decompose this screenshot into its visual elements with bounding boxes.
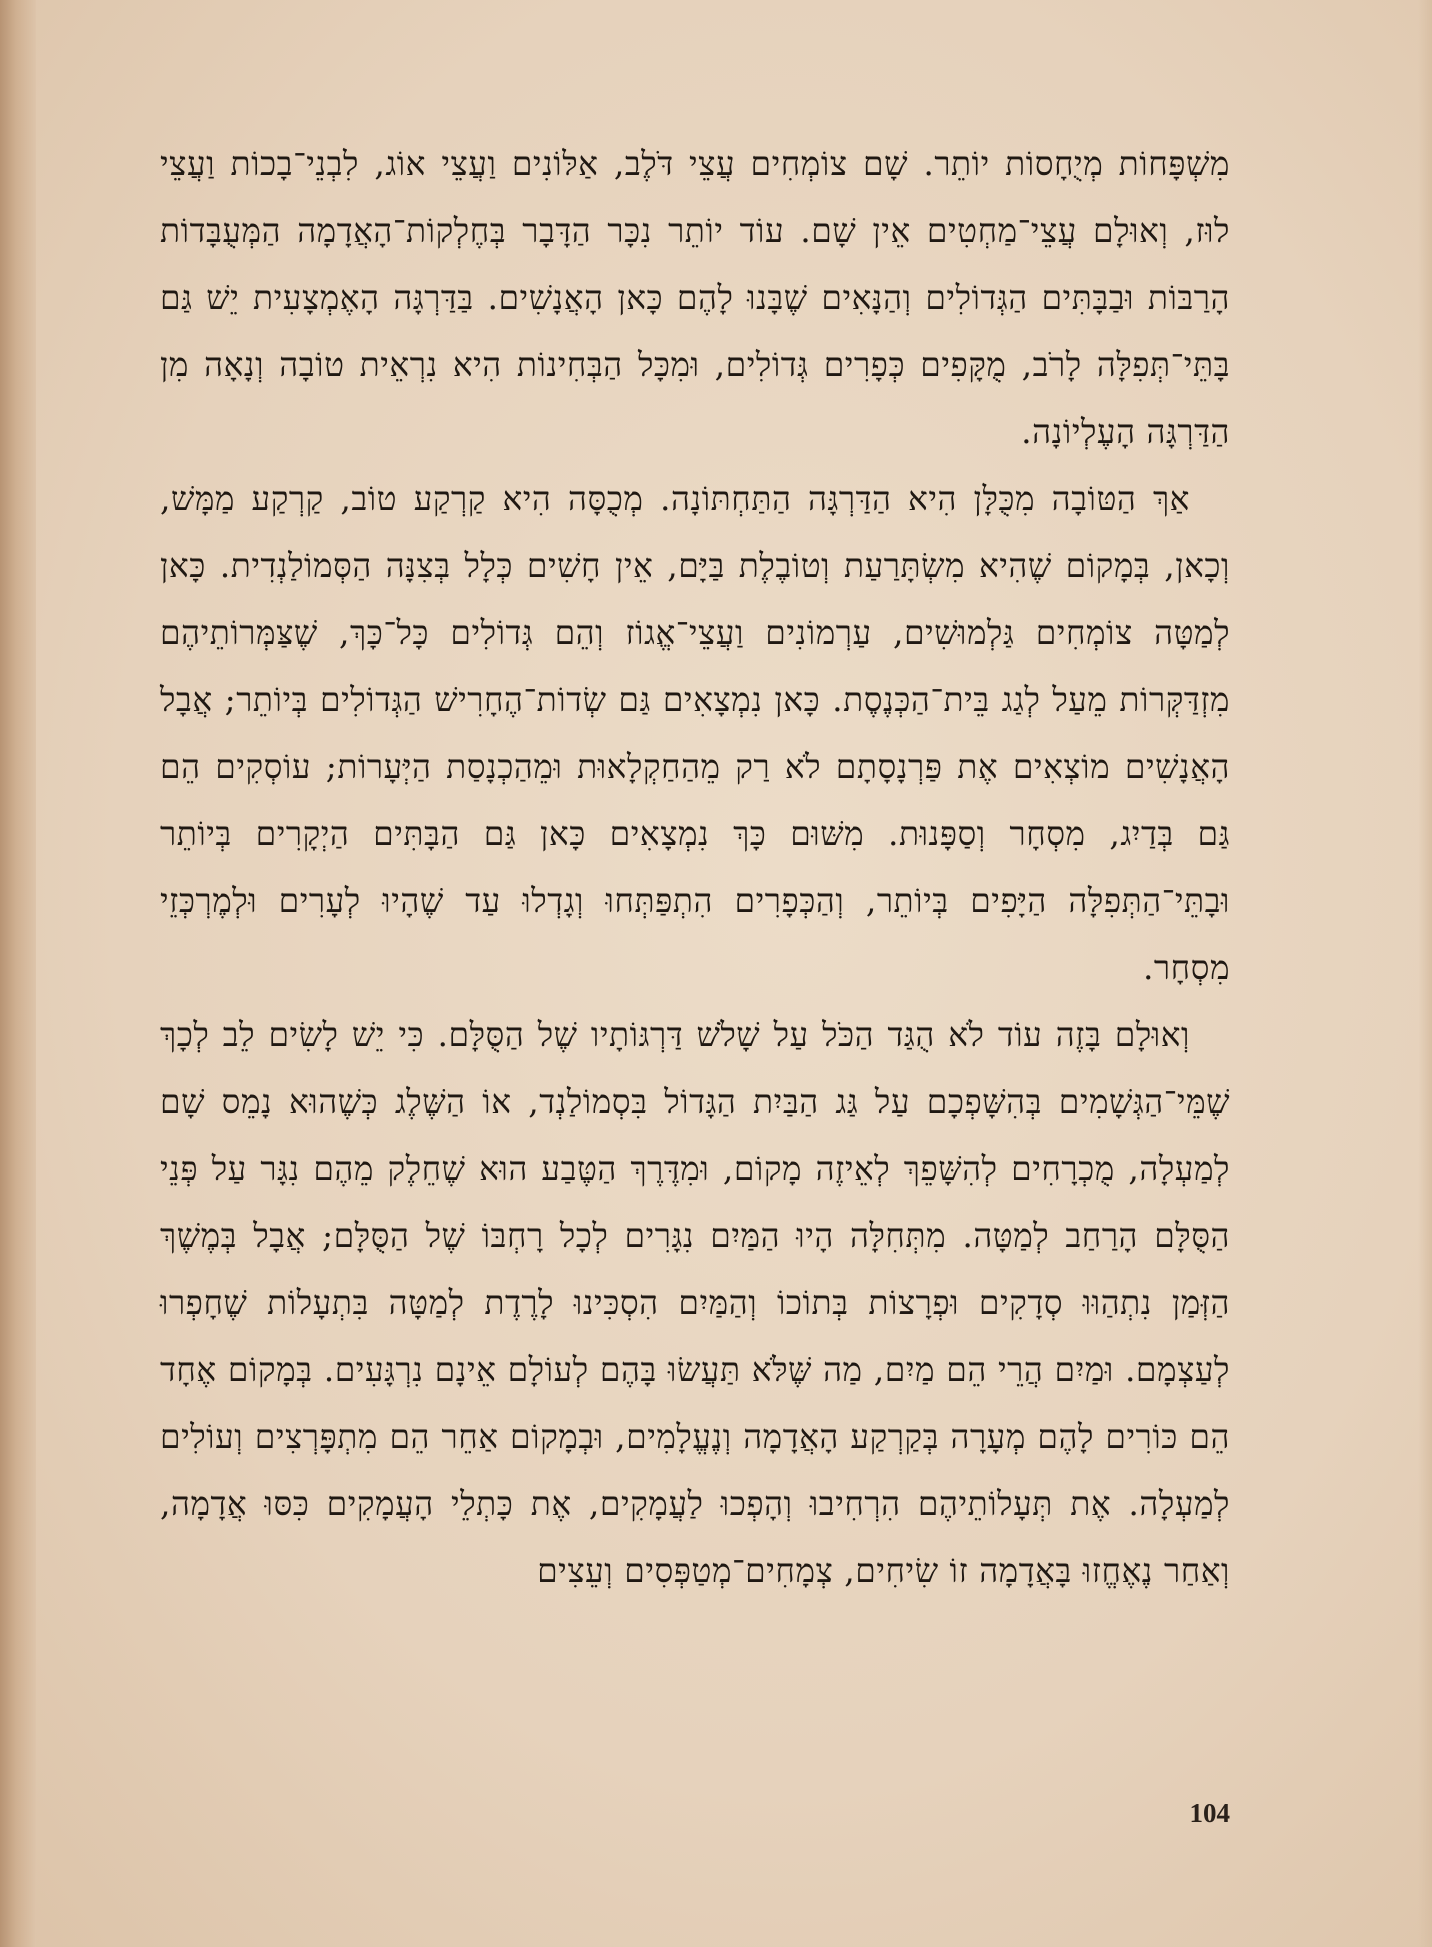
page-edge	[1418, 0, 1432, 1947]
paragraph-3: וְאוּלָם בָּזֶה עוֹד לֹא הֻגַּד הַכֹּל עַל שָׁלֹשׁ דַּרְגּוֹתָיו שֶׁל הַסֻּלָּם. כִּי יֵשׁ לָשִׂים לֵב לְכָךְ שֶׁמֵּי־הַגְּשָׁמִים בְּהִשָּׁפְכָם עַל גַּג הַבַּיִת הַגָּדוֹל בִּסְמוֹלַנְד, אוֹ הַשֶּׁלֶג כְּשֶׁהוּא נָמֵס שָׁם לְמַעְלָה, מֻכְרָחִים לְהִשָּׁפֵךְ לְאֵיזֶה מָקוֹם, וּמִדֶּרֶךְ הַטֶּבַע הוּא שֶׁחֵלֶק מֵהֶם נִגָּר עַל פְּנֵי הַסֻּלָּם הָרַחַב לְמַטָּה. מִתְּחִלָּה הָיוּ הַמַּיִם נִגָּרִים לְכָל רָחְבּוֹ שֶׁל הַסֻּלָּם; אֲבָל בְּמֶשֶׁךְ הַזְּמַן נִתְהַוּוּ סְדָקִים וּפְרָצוֹת בְּתוֹכוֹ וְהַמַּיִם הִסְכִּינוּ לָרֶדֶת לְמַטָּה בִּתְעָלוֹת שֶׁחָפְרוּ לְעַצְמָם. וּמַיִם הֲרֵי הֵם מַיִם, מַה שֶּׁלֹּא תַּעֲשׂוּ בָּהֶם לְעוֹלָם אֵינָם נִרְגָּעִים. בְּמָקוֹם אֶחָד הֵם כּוֹרִים לָהֶם מְעָרָה בְּקַרְקַע הָאֲדָמָה וְנֶעֱלָמִים, וּבְמָקוֹם אַחֵר הֵם מִתְפָּרְצִים וְעוֹלִים לְמַעְלָה. אֶת תְּעָלוֹתֵיהֶם הִרְחִיבוּ וְהָפְכוּ לַעֲמָקִים, אֶת כָּתְלֵי הָעֲמָקִים כִּסּוּ אֲדָמָה, וְאַחַר נֶאֶחֱזוּ בָּאֲדָמָה זוֹ שִׂיחִים, צְמָחִים־מְטַפְּסִים וְעֵצִים	[160, 1015, 1230, 1590]
page-binding-shadow	[0, 0, 36, 1947]
paragraph-1: מִשְׁפָּחוֹת מְיֻחָסוֹת יוֹתֵר. שָׁם צוֹמְחִים עֲצֵי דֹּלֶב, אַלּוֹנִים וַעֲצֵי אוֹג, לִבְנֵי־בָכוֹת וַעֲצֵי לוּז, וְאוּלָם עֲצֵי־מַחְטִים אֵין שָׁם. עוֹד יוֹתֵר נִכָּר הַדָּבָר בְּחֶלְקוֹת־הָאֲדָמָה הַמְּעֻבָּדוֹת הָרַבּוֹת וּבַבָּתִּים הַגְּדוֹלִים וְהַנָּאִים שֶׁבָּנוּ לָהֶם כָּאן הָאֲנָשִׁים. בַּדַּרְגָּה הָאֶמְצָעִית יֵשׁ גַּם בָּתֵּי־תְּפִלָּה לָרֹב, מֻקָּפִים כְּפָרִים גְּדוֹלִים, וּמִכָּל הַבְּחִינוֹת הִיא נִרְאֵית טוֹבָה וְנָאָה מִן הַדַּרְגָּה הָעֶלְיוֹנָה.	[160, 144, 1230, 451]
body-text	[160, 130, 1230, 1750]
paragraph-2: אַךְ הַטּוֹבָה מִכֻּלָּן הִיא הַדַּרְגָּה הַתַּחְתּוֹנָה. מְכֻסָּה הִיא קַרְקַע טוֹב, קַרְקַע מַמָּשׁ, וְכָאן, בְּמָקוֹם שֶׁהִיא מִשְׂתָּרַעַת וְטוֹבֶלֶת בַּיָּם, אֵין חָשִׁים כְּלָל בְּצִנָּה הַסְּמוֹלַנְדִית. כָּאן לְמַטָּה צוֹמְחִים גַּלְמוּשִׁים, עַרְמוֹנִים וַעֲצֵי־אֱגוֹז וְהֵם גְּדוֹלִים כָּל־כָּךְ, שֶׁצַּמְּרוֹתֵיהֶם מִזְדַּקְּרוֹת מֵעַל לְגַג בֵּית־הַכְּנֶסֶת. כָּאן נִמְצָאִים גַּם שְׂדוֹת־הֶחָרִישׁ הַגְּדוֹלִים בְּיוֹתֵר; אֲבָל הָאֲנָשִׁים מוֹצְאִים אֶת פַּרְנָסָתָם לֹא רַק מֵהַחַקְלָאוּת וּמֵהַכְנָסַת הַיְּעָרוֹת; עוֹסְקִים הֵם גַּם בְּדַיִג, מִסְחָר וְסַפָּנוּת. מִשּׁוּם כָּךְ נִמְצָאִים כָּאן גַּם הַבָּתִּים הַיְקָרִים בְּיוֹתֵר וּבָתֵּי־הַתְּפִלָּה הַיָּפִים בְּיוֹתֵר, וְהַכְּפָרִים הִתְפַּתְּחוּ וְגָדְלוּ עַד שֶׁהָיוּ לְעָרִים וּלְמֶרְכְּזֵי מִסְחָר.	[160, 479, 1230, 987]
page-number: 104	[1189, 1798, 1230, 1828]
